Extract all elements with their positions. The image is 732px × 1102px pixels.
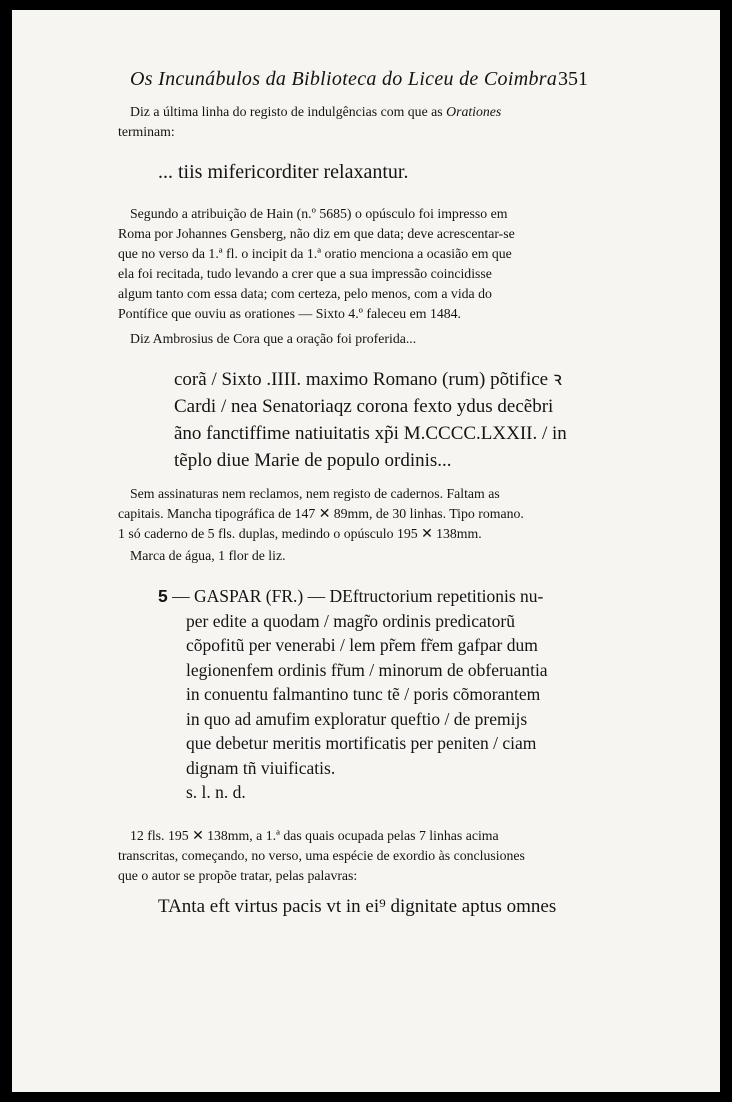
paragraph-2-line: Segundo a atribuição de Hain (n.º 5685) o opúsculo foi impresso em [130, 206, 508, 221]
paragraph-2-line: ela foi recitada, tudo levando a crer que a sua impressão coincidisse [118, 266, 492, 281]
entry-title-start: DEftructorium repetitionis nu- [329, 586, 544, 606]
quote-2-line: Cardi / nea Senatoriaqz corona fexto ydus decẽbri [174, 396, 554, 417]
paragraph-4-line: capitais. Mancha tipográfica de 147 ✕ 89mm, de 30 linhas. Tipo romano. [118, 506, 524, 521]
paragraph-2-line: que no verso da 1.ª fl. o incipit da 1.ª oratio menciona a ocasião em que [118, 246, 512, 261]
entry-line: dignam tñ viuificatis. [186, 757, 336, 778]
paragraph-3: Diz Ambrosius de Cora que a oração foi proferida... [130, 331, 417, 346]
entry-dash: — [167, 586, 194, 606]
quote-2-line: tẽplo diue Marie de populo ordinis... [174, 450, 452, 471]
quote-2-line: ãno fanctiffime natiuitatis xp̃i M.CCCC.LXXII. / in [174, 423, 567, 444]
page-number: 351 [558, 68, 588, 90]
paragraph-1-line-1: Diz a última linha do registo de indulgências com que as Orationes [130, 104, 502, 119]
paragraph-4-line: Sem assinaturas nem reclamos, nem registo de cadernos. Faltam as [130, 486, 500, 501]
paragraph-2-line: Pontífice que ouviu as orationes — Sixto 4.º faleceu em 1484. [118, 306, 461, 321]
paragraph-1 [118, 102, 576, 142]
italic-orationes: Orationes [446, 104, 502, 119]
running-title: Os Incunábulos da Biblioteca do Liceu de Coimbra [130, 68, 558, 90]
entry-line: legionenfem ordinis fr̃um / minorum de obferuantia [186, 659, 548, 680]
page [12, 10, 720, 1092]
paragraph-2 [118, 204, 576, 324]
entry-imprint: s. l. n. d. [186, 782, 246, 802]
paragraph-6 [118, 826, 576, 886]
page-header [130, 68, 588, 100]
quote-2 [174, 366, 567, 474]
paragraph-5: Marca de água, 1 flor de liz. [130, 548, 286, 563]
quote-1: ... tiis mifericorditer relaxantur. [158, 161, 409, 183]
paragraph-6-line: que o autor se propõe tratar, pelas palavras: [118, 868, 358, 883]
paragraph-4 [118, 484, 576, 544]
paragraph-4-line: 1 só caderno de 5 fls. duplas, medindo o opúsculo 195 ✕ 138mm. [118, 526, 482, 541]
catalog-entry [158, 584, 578, 805]
entry-line: in conuentu falmantino tunc tẽ / poris cõmorantem [186, 684, 541, 704]
entry-line: per edite a quodam / magr̃o ordinis predicatorũ [186, 610, 515, 631]
quote-2-line: corã / Sixto .IIII. maximo Romano (rum) põtifice ꝛ [174, 369, 562, 390]
entry-line: que debetur meritis mortificatis per peniten / ciam [186, 733, 537, 753]
entry-line: in quo ad amufim exploratur queftio / de premijs [186, 708, 528, 729]
final-line: TAnta eft virtus pacis vt in ei⁹ dignitate aptus omnes [158, 896, 557, 917]
paragraph-2-line: algum tanto com essa data; com certeza, pelo menos, com a vida do [118, 286, 492, 301]
entry-number: 5 [158, 586, 168, 606]
entry-author: GASPAR (FR.) — [193, 586, 330, 606]
paragraph-2-line: Roma por Johannes Gensberg, não diz em que data; deve acrescentar-se [118, 226, 515, 241]
entry-line: cõpofitũ per venerabi / lem pr̃em fr̃em gafpar dum [186, 635, 538, 655]
paragraph-1-line-2: terminam: [118, 124, 175, 139]
catalog-entry-heading [158, 584, 578, 609]
paragraph-6-line: transcritas, começando, no verso, uma espécie de exordio às conclusiones [118, 848, 525, 863]
paragraph-6-line: 12 fls. 195 ✕ 138mm, a 1.ª das quais ocupada pelas 7 linhas acima [130, 828, 499, 843]
